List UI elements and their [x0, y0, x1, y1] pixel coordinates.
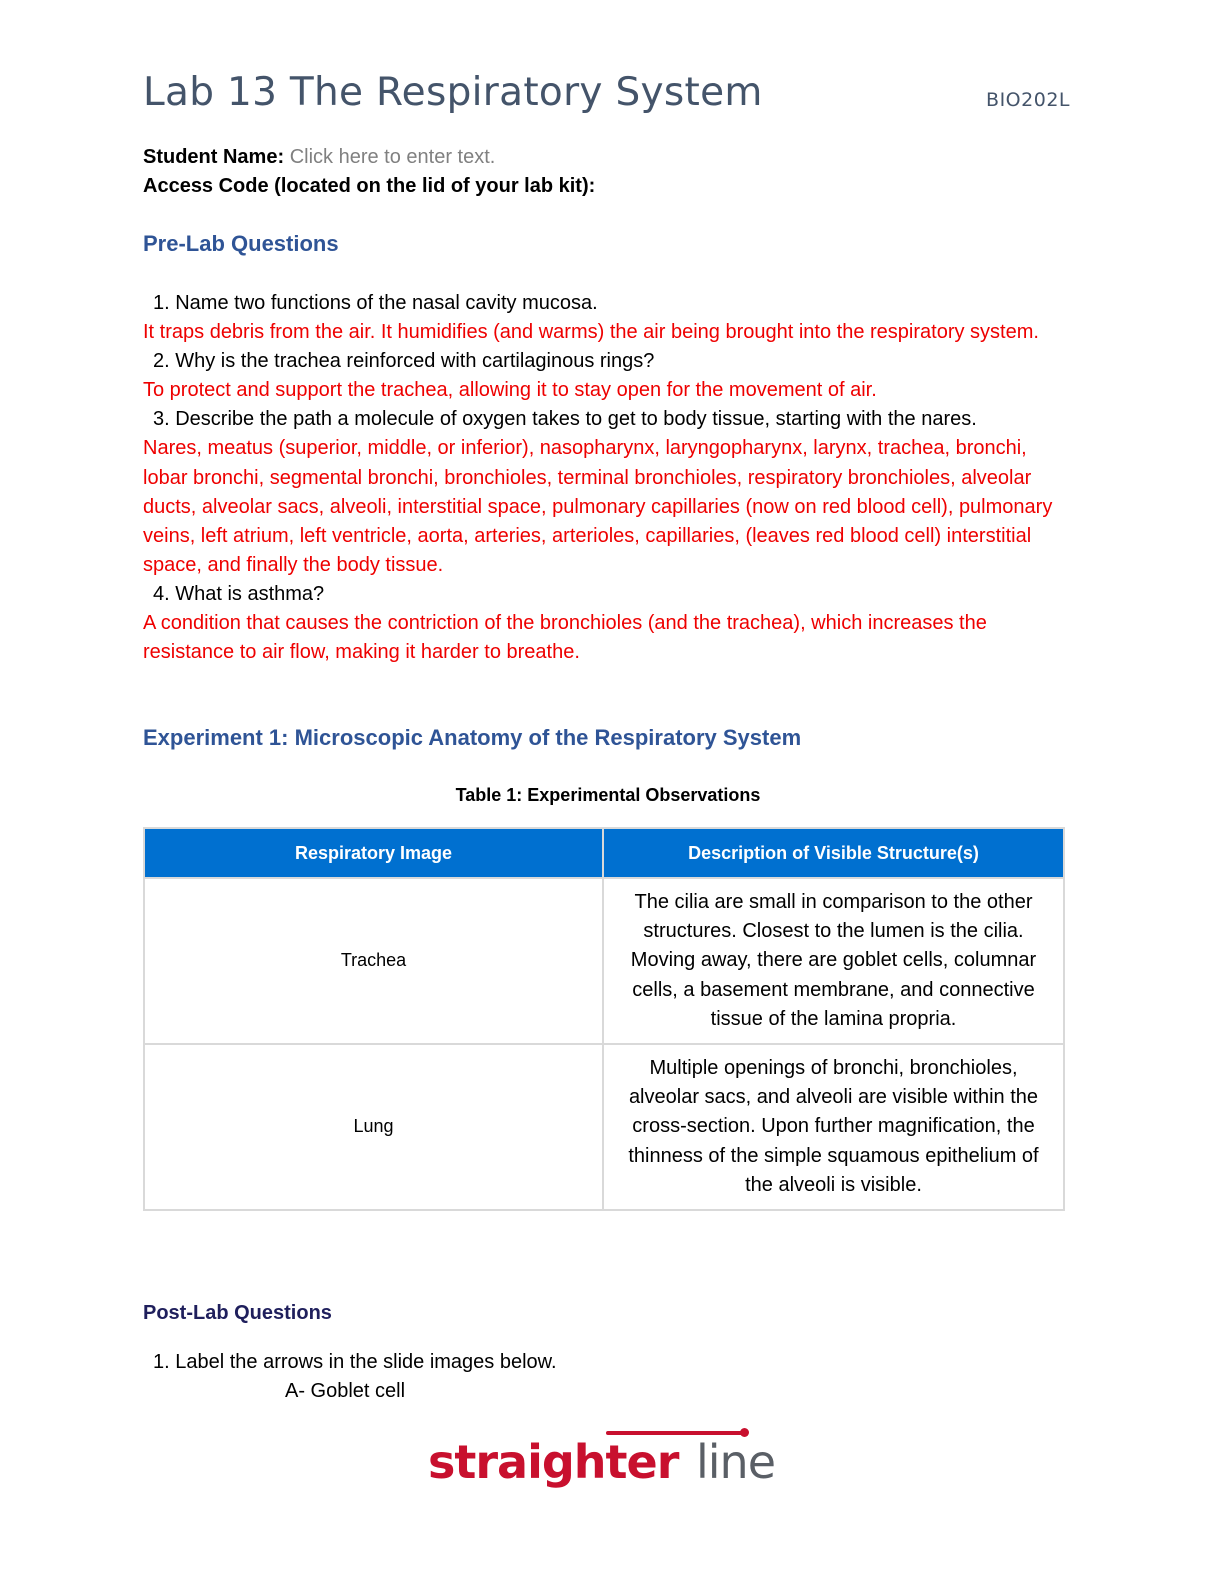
- postlab-answer-a[interactable]: A- Goblet cell: [285, 1380, 406, 1402]
- answer-1[interactable]: It traps debris from the air. It humidifies (and warms) the air being brought into the respiratory system.: [143, 321, 1039, 344]
- postlab-heading: Post-Lab Questions: [143, 1302, 332, 1324]
- question-4: 4. What is asthma?: [153, 582, 325, 605]
- cell-image-name: Trachea: [144, 878, 603, 1044]
- question-2: 2. Why is the trachea reinforced with cartilaginous rings?: [153, 350, 655, 373]
- prelab-heading: Pre-Lab Questions: [143, 231, 339, 256]
- cell-image-name: Lung: [144, 1044, 603, 1210]
- question-1: 1. Name two functions of the nasal cavity mucosa.: [153, 292, 598, 314]
- title-row: [143, 70, 1073, 120]
- course-code: BIO202L: [986, 89, 1070, 111]
- prelab-questions: [143, 289, 1073, 667]
- document-title: Lab 13 The Respiratory System: [143, 70, 763, 115]
- access-code-label: Access Code (located on the lid of your lab kit):: [143, 175, 596, 197]
- question-3: 3. Describe the path a molecule of oxygen takes to get to body tissue, starting with the nares.: [153, 408, 977, 431]
- column-header-image: Respiratory Image: [144, 828, 603, 878]
- table-header-row: [144, 828, 1064, 878]
- cell-description[interactable]: Multiple openings of bronchi, bronchioles, alveolar sacs, and alveoli are visible within the cross-section. Upon further magnification, the thinness of the simple squamous epithelium of the alveoli is visible.: [603, 1044, 1064, 1210]
- experiment1-heading: Experiment 1: Microscopic Anatomy of the Respiratory System: [143, 725, 802, 750]
- answer-2[interactable]: To protect and support the trachea, allowing it to stay open for the movement of air.: [143, 379, 877, 402]
- logo-word-light: line: [696, 1435, 776, 1489]
- answer-4[interactable]: A condition that causes the contriction of the bronchioles (and the trachea), which increases the resistance to air flow, making it harder to breathe.: [143, 612, 987, 664]
- straighterline-logo: [428, 1425, 788, 1495]
- answer-3[interactable]: Nares, meatus (superior, middle, or inferior), nasopharynx, laryngopharynx, larynx, trachea, bronchi, lobar bronchi, segmental bronchi, bronchioles, terminal bronchioles, respiratory bronchioles, alveolar ducts, alveolar sacs, alveoli, interstitial space, pulmonary capillaries (now on red blood cell), pulmonary veins, left atrium, left ventricle, aorta, arteries, arterioles, capillaries, (leaves red blood cell) interstitial space, and finally the body tissue.: [143, 437, 1053, 576]
- student-name-line: [143, 143, 495, 172]
- postlab-question-1: 1. Label the arrows in the slide images below.: [153, 1351, 557, 1373]
- observations-table: [143, 827, 1065, 1211]
- table-row: [144, 878, 1064, 1044]
- column-header-description: Description of Visible Structure(s): [603, 828, 1064, 878]
- table-row: [144, 1044, 1064, 1210]
- logo-word-bold: straighter: [428, 1435, 679, 1489]
- table-caption: Table 1: Experimental Observations: [455, 785, 761, 805]
- student-name-input[interactable]: Click here to enter text.: [289, 146, 496, 168]
- cell-description[interactable]: The cilia are small in comparison to the other structures. Closest to the lumen is the cilia. Moving away, there are goblet cells, columnar cells, a basement membrane, and connective tissue of the lamina propria.: [603, 878, 1064, 1044]
- student-name-label: Student Name:: [143, 146, 285, 168]
